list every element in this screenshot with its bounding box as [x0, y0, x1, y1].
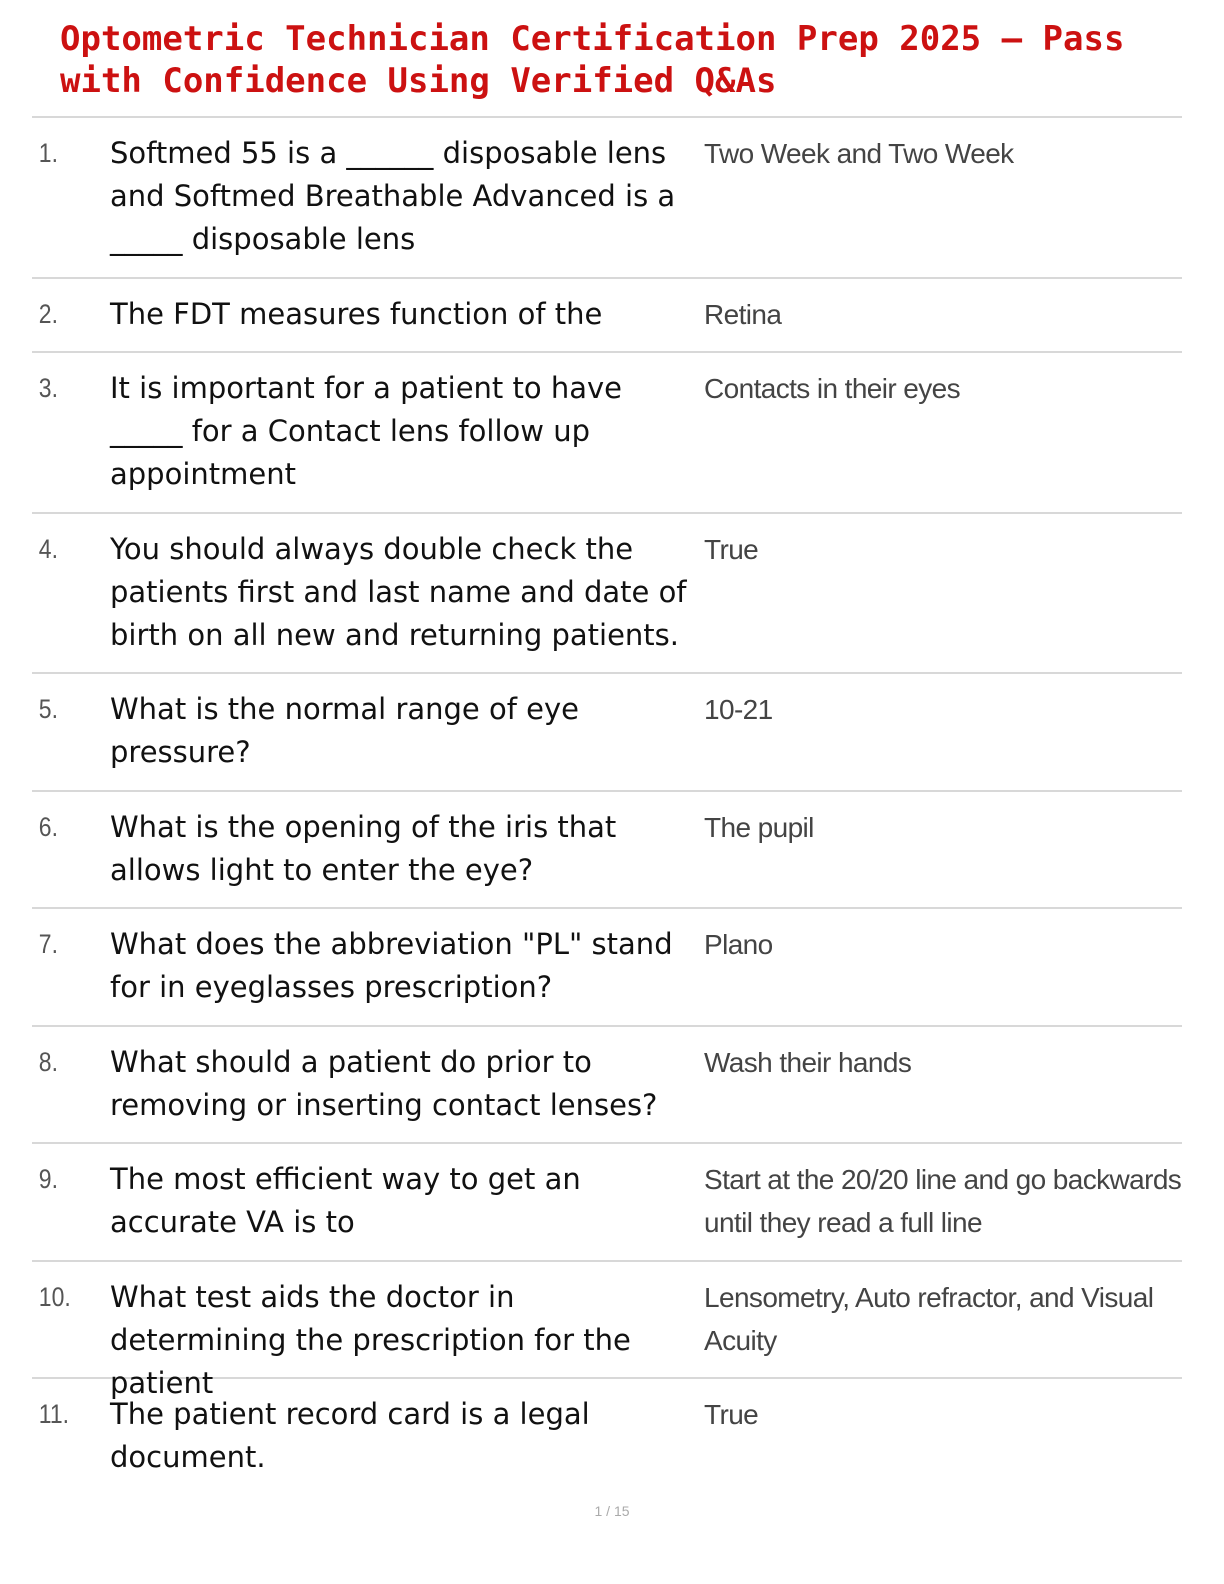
- answer-text: Plano: [704, 929, 773, 960]
- qa-table: [32, 116, 1182, 1487]
- answer-text: Two Week and Two Week: [704, 138, 1014, 169]
- question-text: What test aids the doctor in determining the prescription for the patient: [110, 1280, 631, 1400]
- question-text: The patient record card is a legal document.: [110, 1397, 590, 1474]
- question-number: 7.: [38, 929, 58, 959]
- question-number: 1.: [38, 138, 58, 168]
- answer-text: 10-21: [704, 694, 773, 725]
- qa-row: [32, 353, 1182, 514]
- answer-text: Retina: [704, 299, 782, 330]
- answer-text: True: [704, 534, 759, 565]
- question-number: 5.: [38, 694, 58, 724]
- question-number: 6.: [38, 812, 58, 842]
- answer-text: The pupil: [704, 812, 814, 843]
- question-text: What is the normal range of eye pressure?: [110, 692, 579, 769]
- qa-row: [32, 1144, 1182, 1262]
- answer-text: Start at the 20/20 line and go backwards until they read a full line: [704, 1164, 1182, 1238]
- answer-text: True: [704, 1399, 759, 1430]
- question-number: 9.: [38, 1164, 58, 1194]
- answer-text: Contacts in their eyes: [704, 373, 961, 404]
- qa-row: [32, 792, 1182, 909]
- question-text: What does the abbreviation "PL" stand for in eyeglasses prescription?: [110, 927, 673, 1004]
- qa-row: [32, 1379, 1182, 1487]
- question-number: 2.: [38, 299, 58, 329]
- question-number: 8.: [38, 1047, 58, 1077]
- qa-row: [32, 909, 1182, 1027]
- question-text: What should a patient do prior to removing or inserting contact lenses?: [110, 1045, 658, 1122]
- question-number: 3.: [38, 373, 58, 403]
- answer-text: Wash their hands: [704, 1047, 912, 1078]
- question-text: The FDT measures function of the: [110, 297, 603, 331]
- question-text: The most efficient way to get an accurate VA is to: [110, 1162, 581, 1239]
- qa-row: [32, 279, 1182, 353]
- page-indicator: 1 / 15: [594, 1503, 630, 1519]
- question-number: 10.: [38, 1282, 71, 1312]
- question-text: It is important for a patient to have _____ for a Contact lens follow up appointment: [110, 371, 623, 491]
- question-text: What is the opening of the iris that allows light to enter the eye?: [110, 810, 617, 887]
- qa-row: [32, 1262, 1182, 1400]
- question-number: 11.: [38, 1399, 70, 1429]
- document-title: Optometric Technician Certification Prep 2025 – Pass with Confidence Using Verified Q&As: [60, 19, 1125, 101]
- question-number: 4.: [38, 534, 58, 564]
- qa-row: [32, 674, 1182, 792]
- question-text: You should always double check the patients first and last name and date of birth on all new and returning patients.: [110, 532, 687, 652]
- qa-row: [32, 118, 1182, 279]
- qa-row: [32, 1027, 1182, 1144]
- answer-text: Lensometry, Auto refractor, and Visual Acuity: [704, 1282, 1154, 1356]
- question-text: Softmed 55 is a ______ disposable lens and Softmed Breathable Advanced is a _____ disposable lens: [110, 136, 676, 256]
- qa-row: [32, 514, 1182, 674]
